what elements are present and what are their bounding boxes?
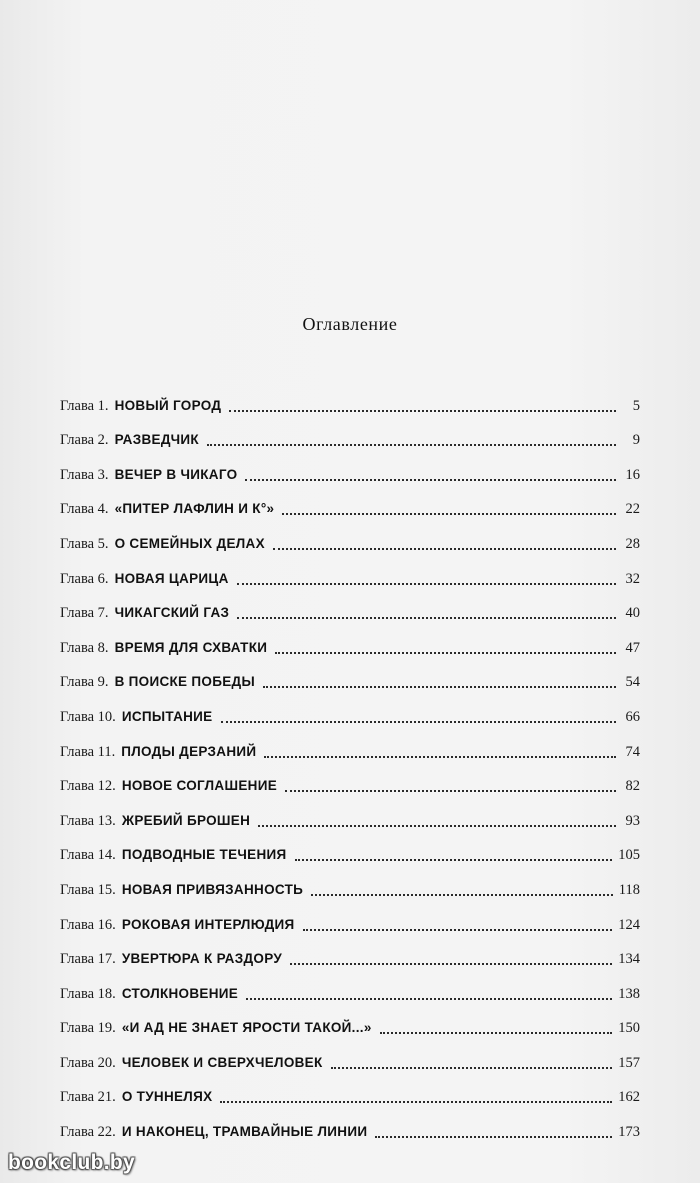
toc-list xyxy=(60,380,640,1141)
chapter-number: Глава 13. xyxy=(60,812,116,829)
toc-entry xyxy=(60,553,640,588)
dot-leader xyxy=(258,825,616,827)
chapter-title: ВЕЧЕР В ЧИКАГО xyxy=(114,466,238,482)
chapter-title: «И АД НЕ ЗНАЕТ ЯРОСТИ ТАКОЙ...» xyxy=(121,1020,372,1036)
page-number: 40 xyxy=(625,605,640,622)
page-number: 54 xyxy=(625,674,640,691)
chapter-number: Глава 2. xyxy=(60,432,109,449)
watermark-logo: bookclub.by xyxy=(8,1151,135,1174)
chapter-number: Глава 5. xyxy=(60,535,109,552)
chapter-number: Глава 12. xyxy=(60,778,116,795)
dot-leader xyxy=(207,444,616,446)
page-number: 32 xyxy=(625,570,640,587)
chapter-title: НОВОЕ СОГЛАШЕНИЕ xyxy=(121,778,278,794)
chapter-title: И НАКОНЕЦ, ТРАМВАЙНЫЕ ЛИНИИ xyxy=(121,1124,368,1140)
page-number: 150 xyxy=(618,1020,640,1037)
dot-leader xyxy=(282,513,616,515)
dot-leader xyxy=(303,929,613,931)
page-number: 9 xyxy=(632,432,640,449)
page-number: 173 xyxy=(618,1124,640,1141)
page-number: 16 xyxy=(625,466,640,483)
dot-leader xyxy=(275,652,616,654)
dot-leader xyxy=(290,963,612,965)
dot-leader xyxy=(273,548,616,550)
dot-leader xyxy=(311,894,613,896)
toc-entry xyxy=(60,415,640,450)
toc-entry xyxy=(60,1072,640,1107)
toc-entry xyxy=(60,726,640,761)
chapter-number: Глава 14. xyxy=(60,847,116,864)
chapter-number: Глава 7. xyxy=(60,605,109,622)
chapter-number: Глава 3. xyxy=(60,466,109,483)
dot-leader xyxy=(229,410,616,412)
toc-entry xyxy=(60,1106,640,1141)
chapter-number: Глава 4. xyxy=(60,501,109,518)
toc-entry xyxy=(60,830,640,865)
page-number: 74 xyxy=(625,743,640,760)
chapter-number: Глава 22. xyxy=(60,1124,116,1141)
page-number: 162 xyxy=(618,1089,640,1106)
page-number: 93 xyxy=(625,812,640,829)
dot-leader xyxy=(221,721,617,723)
dot-leader xyxy=(331,1067,613,1069)
chapter-title: УВЕРТЮРА К РАЗДОРУ xyxy=(121,951,283,967)
chapter-title: О СЕМЕЙНЫХ ДЕЛАХ xyxy=(114,535,265,551)
toc-entry xyxy=(60,518,640,553)
dot-leader xyxy=(246,998,612,1000)
page-number: 82 xyxy=(625,778,640,795)
toc-entry xyxy=(60,864,640,899)
page-number: 5 xyxy=(632,397,640,414)
dot-leader xyxy=(380,1032,613,1034)
chapter-title: ПОДВОДНЫЕ ТЕЧЕНИЯ xyxy=(121,847,287,863)
page-number: 66 xyxy=(625,708,640,725)
page-number: 138 xyxy=(618,985,640,1002)
dot-leader xyxy=(375,1136,612,1138)
chapter-title: ИСПЫТАНИЕ xyxy=(121,708,213,724)
toc-entry xyxy=(60,934,640,969)
chapter-title: ЖРЕБИЙ БРОШЕН xyxy=(121,812,251,828)
chapter-number: Глава 16. xyxy=(60,916,116,933)
toc-entry xyxy=(60,449,640,484)
chapter-title: СТОЛКНОВЕНИЕ xyxy=(121,985,239,1001)
chapter-number: Глава 9. xyxy=(60,674,109,691)
chapter-number: Глава 21. xyxy=(60,1089,116,1106)
toc-entry xyxy=(60,657,640,692)
toc-entry xyxy=(60,899,640,934)
toc-entry xyxy=(60,691,640,726)
chapter-number: Глава 17. xyxy=(60,951,116,968)
toc-entry xyxy=(60,1037,640,1072)
dot-leader xyxy=(237,583,616,585)
page-number: 105 xyxy=(618,847,640,864)
toc-entry xyxy=(60,380,640,415)
chapter-number: Глава 15. xyxy=(60,881,116,898)
chapter-title: НОВАЯ ЦАРИЦА xyxy=(114,570,229,586)
dot-leader xyxy=(220,1101,612,1103)
chapter-title: ЧЕЛОВЕК И СВЕРХЧЕЛОВЕК xyxy=(121,1054,323,1070)
toc-entry xyxy=(60,795,640,830)
toc-title: Оглавление xyxy=(302,314,398,334)
toc-entry xyxy=(60,622,640,657)
chapter-number: Глава 18. xyxy=(60,985,116,1002)
chapter-title: НОВАЯ ПРИВЯЗАННОСТЬ xyxy=(121,881,304,897)
dot-leader xyxy=(295,859,613,861)
chapter-number: Глава 10. xyxy=(60,708,116,725)
chapter-title: РОКОВАЯ ИНТЕРЛЮДИЯ xyxy=(121,916,295,932)
chapter-title: «ПИТЕР ЛАФЛИН И К°» xyxy=(114,501,275,517)
dot-leader xyxy=(285,790,616,792)
dot-leader xyxy=(263,686,616,688)
toc-entry xyxy=(60,1003,640,1038)
dot-leader xyxy=(264,756,616,758)
toc-entry xyxy=(60,588,640,623)
page-number: 134 xyxy=(618,951,640,968)
page-number: 118 xyxy=(618,881,640,898)
chapter-number: Глава 1. xyxy=(60,397,109,414)
toc-entry xyxy=(60,761,640,796)
chapter-title: РАЗВЕДЧИК xyxy=(114,432,199,448)
chapter-title: О ТУННЕЛЯХ xyxy=(121,1089,213,1105)
chapter-title: ЧИКАГСКИЙ ГАЗ xyxy=(114,605,230,621)
chapter-title: ПЛОДЫ ДЕРЗАНИЙ xyxy=(121,743,257,759)
page-number: 124 xyxy=(618,916,640,933)
chapter-number: Глава 8. xyxy=(60,639,109,656)
chapter-number: Глава 6. xyxy=(60,570,109,587)
page-number: 157 xyxy=(618,1054,640,1071)
chapter-number: Глава 11. xyxy=(60,743,116,760)
chapter-title: НОВЫЙ ГОРОД xyxy=(114,397,222,413)
page-number: 28 xyxy=(625,535,640,552)
chapter-title: ВРЕМЯ ДЛЯ СХВАТКИ xyxy=(114,639,268,655)
page-number: 47 xyxy=(625,639,640,656)
chapter-title: В ПОИСКЕ ПОБЕДЫ xyxy=(114,674,255,690)
dot-leader xyxy=(245,479,616,481)
toc-entry xyxy=(60,968,640,1003)
dot-leader xyxy=(237,617,616,619)
chapter-number: Глава 20. xyxy=(60,1054,116,1071)
toc-entry xyxy=(60,484,640,519)
chapter-number: Глава 19. xyxy=(60,1020,116,1037)
page-number: 22 xyxy=(625,501,640,518)
